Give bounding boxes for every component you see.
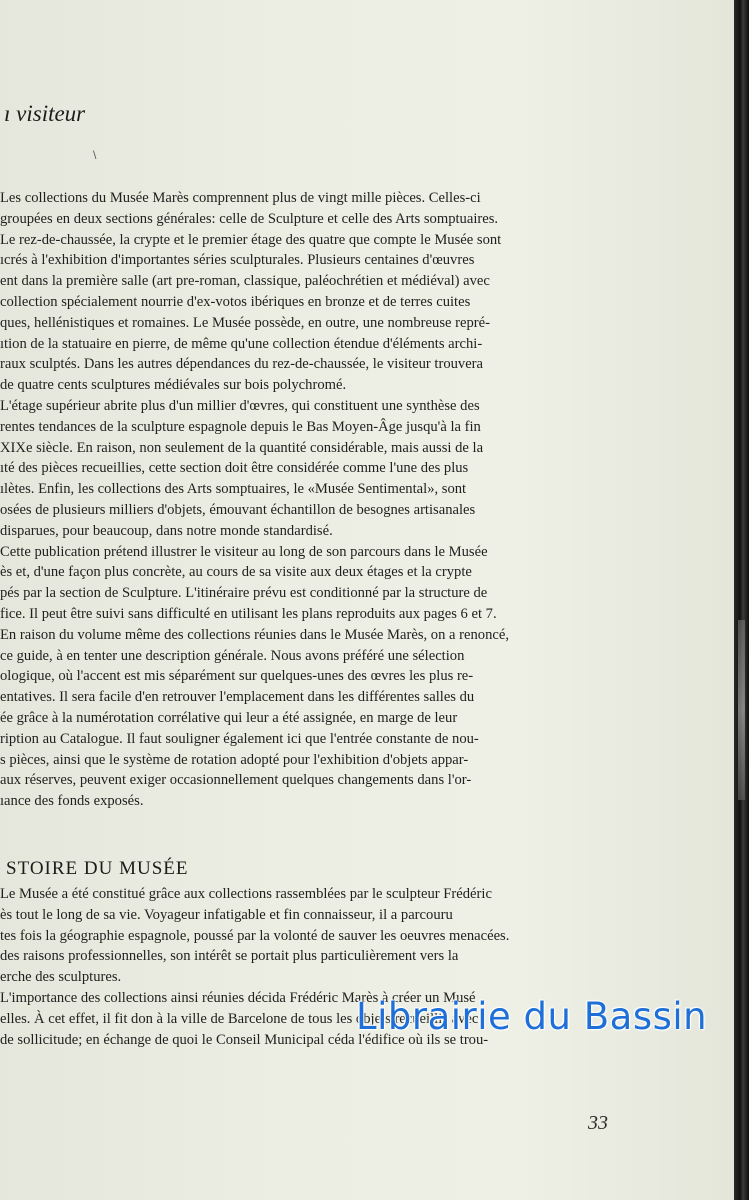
text-line: elles. À cet effet, il fit don à la ville de Barcelone de tous les objets recueillis avec xyxy=(0,1010,479,1027)
text-line: ès tout le long de sa vie. Voyageur infatigable et fin connaisseur, il a parcouru xyxy=(0,906,453,923)
text-line: aux réserves, peuvent exiger occasionnellement quelques changements dans l'or- xyxy=(0,772,472,789)
intro-text xyxy=(0,188,610,812)
text-line: raux sculptés. Dans les autres dépendances du rez-de-chaussée, le visiteur trouvera xyxy=(0,356,484,373)
text-line: L'importance des collections ainsi réunies décida Frédéric Marès à créer un Musé xyxy=(0,989,476,1006)
text-line: ılètes. Enfin, les collections des Arts somptuaires, le «Musée Sentimental», sont xyxy=(0,481,467,498)
text-line: ıcrés à l'exhibition d'importantes séries sculpturales. Plusieurs centaines d'œuvres xyxy=(0,252,475,269)
text-line: Les collections du Musée Marès comprennent plus de vingt mille pièces. Celles-ci xyxy=(0,190,481,206)
text-line: ques, hellénistiques et romaines. Le Musée possède, en outre, une nombreuse repré- xyxy=(0,314,490,331)
text-line: de sollicitude; en échange de quoi le Conseil Municipal céda l'édifice où ils se trou- xyxy=(0,1031,489,1048)
text-line: fice. Il peut être suivi sans difficulté en utilisant les plans reproduits aux pages 6 et 7. xyxy=(0,605,497,622)
text-line: XIXe siècle. En raison, non seulement de la quantité considérable, mais aussi de la xyxy=(0,439,484,456)
text-line: ıance des fonds exposés. xyxy=(0,793,144,810)
watermark-text: Librairie du Bassin xyxy=(356,995,708,1038)
book-spine-edge xyxy=(734,0,749,1200)
text-line: Le Musée a été constitué grâce aux collections rassemblées par le sculpteur Frédéric xyxy=(0,886,492,902)
text-line: ription au Catalogue. Il faut souligner également ici que l'entrée constante de nou- xyxy=(0,730,479,747)
text-line: L'étage supérieur abrite plus d'un millier d'œvres, qui constituent une synthèse des xyxy=(0,397,480,414)
text-line: osées de plusieurs milliers d'objets, émouvant échantillon de besognes artisanales xyxy=(0,501,476,518)
text-line: ce guide, à en tenter une description générale. Nous avons préféré une sélection xyxy=(0,647,465,664)
text-line: des raisons professionnelles, son intérêt se portait plus particulièrement vers la xyxy=(0,948,459,965)
text-line: ée grâce à la numérotation corrélative qui leur a été assignée, en marge de leur xyxy=(0,709,458,726)
text-line: Cette publication prétend illustrer le visiteur au long de son parcours dans le Musée xyxy=(0,543,488,560)
text-line: entatives. Il sera facile d'en retrouver l'emplacement dans les différentes salles du xyxy=(0,689,475,706)
history-title: STOIRE DU MUSÉE xyxy=(6,858,189,879)
text-line: En raison du volume même des collections réunies dans le Musée Marès, on a renoncé, xyxy=(0,626,510,643)
text-line: erche des sculptures. xyxy=(0,969,122,986)
text-line: ıtion de la statuaire en pierre, de même qu'une collection étendue d'éléments archi- xyxy=(0,335,483,352)
text-line: collection spécialement nourrie d'ex-votos ibériques en bronze et de terres cuites xyxy=(0,293,471,310)
text-line: ent dans la première salle (art pre-roman, classique, paléochrétien et médiéval) avec xyxy=(0,273,490,290)
text-line: ologique, où l'accent est mis séparément sur quelques-unes des œvres les plus re- xyxy=(0,668,474,685)
text-line: tes fois la géographie espagnole, poussé par la volonté de sauver les oeuvres menacées. xyxy=(0,927,510,944)
spine-highlight xyxy=(738,620,745,800)
text-line: Le rez-de-chaussée, la crypte et le premier étage des quatre que compte le Musée sont xyxy=(0,231,502,248)
page-number: 33 xyxy=(588,1112,608,1134)
text-line: ès et, d'une façon plus concrète, au cours de sa visite aux deux étages et la crypte xyxy=(0,564,472,581)
text-line: pés par la section de Sculpture. L'itinéraire prévu est conditionné par la structure de xyxy=(0,585,488,602)
text-line: disparues, pour beaucoup, dans notre monde standardisé. xyxy=(0,522,333,539)
margin-mark: \ xyxy=(93,150,97,161)
text-line: s pièces, ainsi que le système de rotation adopté pour l'exhibition d'objets appar- xyxy=(0,751,469,768)
text-line: rentes tendances de la sculpture espagnole depuis le Bas Moyen-Âge jusqu'à la fin xyxy=(0,418,481,435)
text-line: de quatre cents sculptures médiévales sur bois polychromé. xyxy=(0,377,347,394)
text-line: groupées en deux sections générales: celle de Sculpture et celle des Arts somptuaires. xyxy=(0,210,499,227)
text-line: ıté des pièces recueillies, cette section doit être considérée comme l'une des plus xyxy=(0,460,469,477)
section-title: ı visiteur xyxy=(4,101,86,126)
